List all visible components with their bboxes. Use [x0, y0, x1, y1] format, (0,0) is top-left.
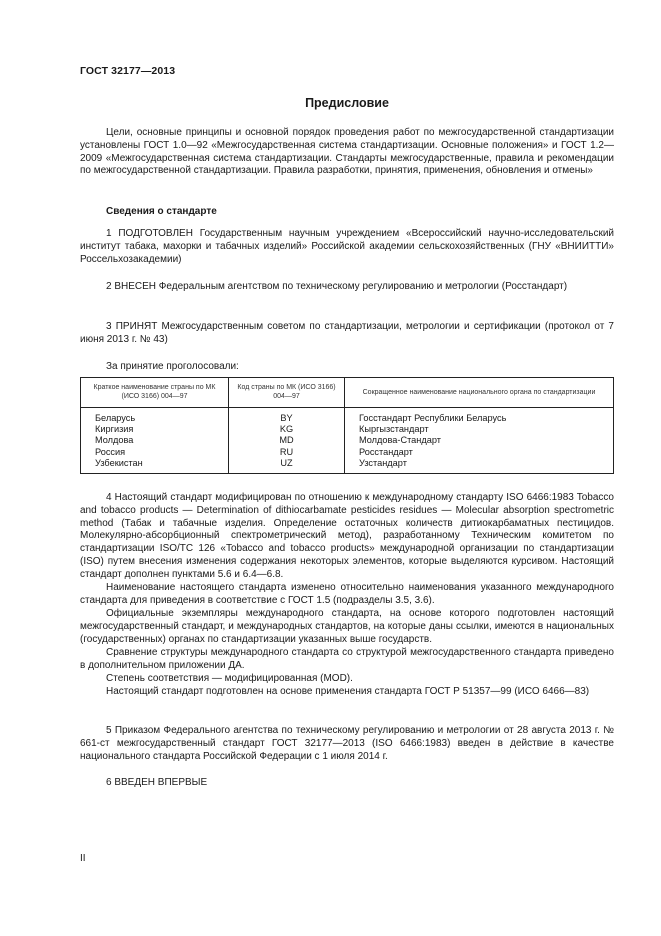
- table-cell-country: Россия: [81, 447, 229, 458]
- table-row: [81, 447, 614, 458]
- item-4-conformity-degree: Степень соответствия — модифицированная (MOD).: [106, 673, 353, 684]
- table-cell-body: Узстандарт: [345, 458, 614, 474]
- table-cell-country: Молдова: [81, 435, 229, 446]
- table-cell-country: Киргизия: [81, 424, 229, 435]
- table-cell-code: MD: [229, 435, 345, 446]
- table-header-code: Код страны по МК (ИСО 3166) 004—97: [229, 378, 345, 408]
- table-header-row: [81, 378, 614, 408]
- table-cell-code: UZ: [229, 458, 345, 474]
- page-number: II: [80, 853, 86, 864]
- table-cell-country: Узбекистан: [81, 458, 229, 474]
- item-6-paragraph: 6 ВВЕДЕН ВПЕРВЫЕ: [106, 777, 208, 788]
- table-cell-code: BY: [229, 408, 345, 425]
- table-header-body: Сокращенное наименование национального органа по стандартизации: [345, 378, 614, 408]
- item-2-paragraph: 2 ВНЕСЕН Федеральным агентством по техническому регулированию и метрологии (Росстандарт): [106, 281, 568, 292]
- table-row: [81, 408, 614, 425]
- item-4-paragraph: 4 Настоящий стандарт модифицирован по отношению к международному стандарту ISO 6466:1983 Tobacco and tobacco products — Determination of dithiocarbamate pesticides residues — Molecular absorption spectrometric method (Табак и табачные изделия. Определение остаточных количеств дитиокарбаматных пестицидов. Молекулярно-абсорбционный спектрометрический метод), разработанному Техническим комитетом по стандартизации ISO/TC 126 «Tobacco and tobacco products» международной организации по стандартизации (ISO) путем внесения изменения содержания некоторых элементов, которые выделяются курсивом. Настоящий стандарт дополнен пунктами 5.6 и 6.4—6.8.: [80, 492, 614, 580]
- section-subheading: Сведения о стандарте: [106, 206, 217, 217]
- table-cell-code: RU: [229, 447, 345, 458]
- item-1-paragraph: 1 ПОДГОТОВЛЕН Государственным научным учреждением «Всероссийский научно-исследовательский институт табака, махорки и табачных изделий» Российской академии сельскохозяйственных (ГНУ «ВНИИТТИ» Россельхозакадемии): [80, 228, 614, 265]
- item-4-title-change: Наименование настоящего стандарта изменено относительно наименования указанного международного стандарта для приведения в соответствие с ГОСТ 1.5 (подразделы 3.5, 3.6).: [80, 582, 614, 606]
- table-cell-body: Госстандарт Республики Беларусь: [345, 408, 614, 425]
- vote-label: За принятие проголосовали:: [106, 361, 239, 372]
- table-cell-body: Молдова-Стандарт: [345, 435, 614, 446]
- table-cell-code: KG: [229, 424, 345, 435]
- table-header-country: Краткое наименование страны по МК (ИСО 3166) 004—97: [81, 378, 229, 408]
- table-cell-country: Беларусь: [81, 408, 229, 425]
- table-row: [81, 424, 614, 435]
- item-3-paragraph: 3 ПРИНЯТ Межгосударственным советом по стандартизации, метрологии и сертификации (протокол от 7 июня 2013 г. № 43): [80, 321, 614, 345]
- table-cell-body: Кыргызстандарт: [345, 424, 614, 435]
- document-id: ГОСТ 32177—2013: [80, 65, 176, 77]
- table-row: [81, 435, 614, 446]
- item-5-paragraph: 5 Приказом Федерального агентства по техническому регулированию и метрологии от 28 августа 2013 г. № 661-ст межгосударственный стандарт ГОСТ 32177—2013 (ISO 6466:1983) введен в действие в качестве национального стандарта Российской Федерации с 1 июля 2014 г.: [80, 725, 614, 762]
- item-4-official-copies: Официальные экземпляры международного стандарта, на основе которого подготовлен настоящий межгосударственный стандарт, и международных стандартов, на которые даны ссылки, имеются в национальных (государственных) органах по стандартизации указанных выше государств.: [80, 608, 614, 645]
- item-4-basis: Настоящий стандарт подготовлен на основе применения стандарта ГОСТ Р 51357—99 (ИСО 6466—83): [106, 686, 590, 697]
- intro-paragraph: Цели, основные принципы и основной порядок проведения работ по межгосударственной стандартизации установлены ГОСТ 1.0—92 «Межгосударственная система стандартизации. Основные положения» и ГОСТ 1.2—2009 «Межгосударственная система стандартизации. Стандарты межгосударственные, правила и рекомендации по межгосударственной стандартизации. Правила разработки, принятия, применения, обновления и отмены»: [80, 127, 614, 177]
- page-title: Предисловие: [305, 96, 389, 110]
- voting-table: [80, 377, 614, 474]
- item-4-structure-comparison: Сравнение структуры международного стандарта со структурой межгосударственного стандарта приведено в дополнительном приложении ДА.: [80, 647, 614, 671]
- table-cell-body: Росстандарт: [345, 447, 614, 458]
- table-row: [81, 458, 614, 474]
